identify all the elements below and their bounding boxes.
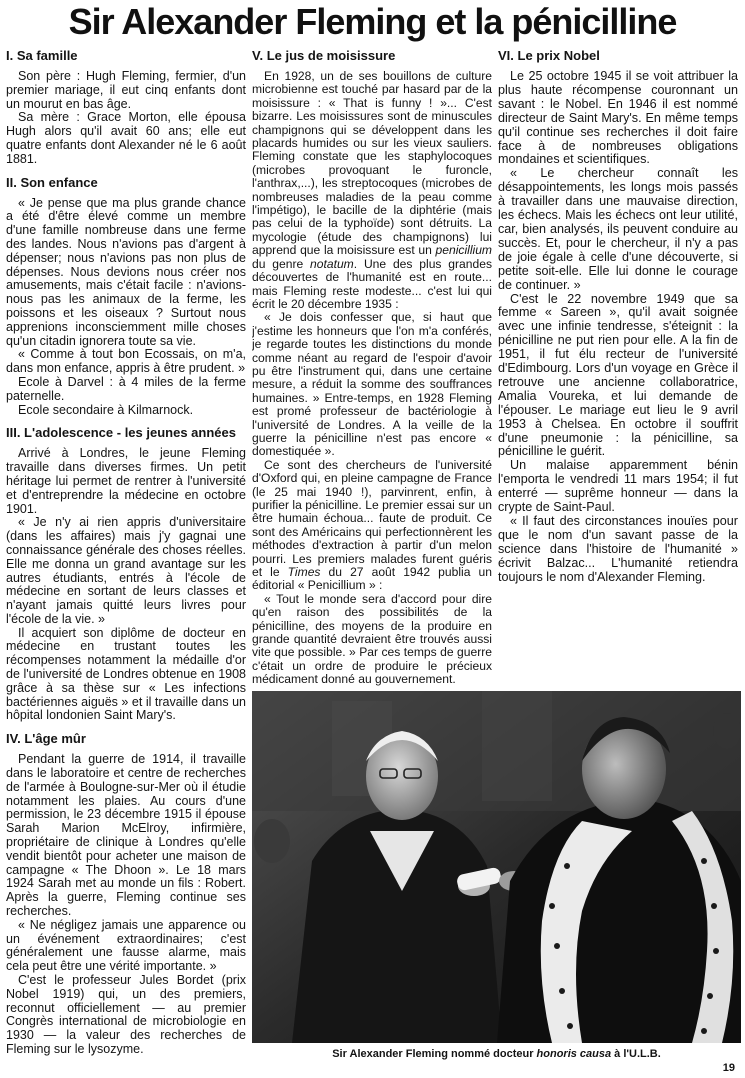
paragraph: « Le chercheur connaît les désappointements, les longs mois passés à travailler dans une mauvaise direction, les échecs. Mais les échecs ont leur utilité, car, bien analysés, ils peuvent conduire au succès. Et, pour le chercheur, il n'y a pas de joie égale à celle d'une découverte, si petite soit-elle. Elle lui donne le courage de continuer. » [498,166,738,292]
paragraph: Un malaise apparemment bénin l'emporta le vendredi 11 mars 1954; il fut enterré — suprême honneur — dans la crypte de Saint-Paul. [498,458,738,515]
italic-term: notatum [310,256,354,271]
text-column-2 [252,48,492,688]
section-heading-jus: V. Le jus de moisissure [252,48,396,63]
text-run: du 27 août 1942 publia un éditorial « Penicillium » : [252,565,492,593]
caption-italic: honoris causa [536,1048,612,1060]
ceremony-photo [252,691,741,1043]
section-heading-famille: I. Sa famille [6,48,78,63]
text-run: du genre [252,256,311,271]
paragraph: Ecole à Darvel : à 4 miles de la ferme paternelle. [6,374,246,403]
page-number: 19 [722,1062,735,1074]
text-column-3 [498,48,738,688]
paragraph: Il acquiert son diplôme de docteur en médecine en trustant toutes les récompenses notamment la médaille d'or de l'université de Londres obtenue en 1908 grâce à sa thèse sur « Les infections bactériennes aiguës » et il travaille dans un hôpital londonien Saint Mary's. [6,625,246,723]
paragraph: « Je n'y ai rien appris d'universitaire (dans les affaires) mais j'y gagnai une connaissance générale des choses réelles. Elle me donna un grand avantage sur les autres étudiants, entrés à l'école de médecine en sortant de leurs classes et n'ayant jamais quitté leurs livres pour l'école de la vie. » [6,515,246,626]
paragraph: Sa mère : Grace Morton, elle épousa Hugh alors qu'il avait 60 ans; elle eut quatre enfants dont Alexander né le 6 août 1881. [6,110,246,166]
caption-text: Sir Alexander Fleming nommé docteur [332,1048,537,1060]
italic-term: Times [287,565,321,580]
section-heading-adolescence: III. L'adolescence - les jeunes années [6,425,236,441]
paragraph: C'est le professeur Jules Bordet (prix Nobel 1919) qui, un des premiers, reconnut officiellement — au premier Congrès international de microbiologie en 1930 — la valeur des recherches de Fleming sur le lysozyme. [6,973,246,1056]
text-column-1 [6,48,246,1073]
paragraph: « Je pense que ma plus grande chance a été d'être élevé comme un membre d'une famille nombreuse dans une ferme des landes. Nous n'avions pas d'argent à dépenser; nous n'avions pas non plus de dépenses. Nous devions nous créer nos amusements, mais c'était facile : n'avions-nous pas les animaux de la ferme, les poissons et les oiseaux ? Surtout nous apprenions inconsciemment mille choses qu'un citadin ignorera toute sa vie. [6,195,246,348]
paragraph: Son père : Hugh Fleming, fermier, d'un premier mariage, il eut cinq enfants dont un mourut en bas âge. [6,69,246,111]
paragraph: « Comme à tout bon Ecossais, on m'a, dans mon enfance, appris à être prudent. » [6,347,246,376]
photo-illustration [252,691,741,1043]
paragraph [252,459,492,593]
section-heading-age-mur: IV. L'âge mûr [6,731,86,747]
paragraph: Arrivé à Londres, le jeune Fleming travaille dans diverses firmes. Un petit héritage lui permet de rentrer à l'université et d'entreprendre la médecine en octobre 1901. [6,446,246,516]
photo-caption [252,1046,741,1062]
paragraph: Pendant la guerre de 1914, il travaille dans le laboratoire et centre de recherches de l'armée à Boulogne-sur-Mer où il étudie notamment les plaies. Au cours d'une permission, le 23 décembre 1915 il épouse Sarah Marion McElroy, infirmière, propriétaire de clinique à Londres qu'elle vendit bientôt pour acheter une maison de campagne « The Dhoon ». Le 18 mars 1924 Sarah met au monde un fils : Robert. Après la guerre, Fleming continue ses recherches. [6,752,246,919]
text-run: Ce sont des chercheurs de l'université d'Oxford qui, en pleine campagne de France (le 25 mai 1940 !), parvinrent, enfin, à purifier la pénicilline. Le premier essai sur un être humain échoua... faute de produit. Ce sont des Américains qui perfectionnèrent les méthodes d'extraction à partir d'un melon pourri. Les premiers malades furent guéris et le [252,457,492,580]
text-run: En 1928, un de ses bouillons de culture microbienne est touché par hasard par de la moisissure : « That is funny ! »... C'est bizarre. Les moisissures sont de minuscules champignons qui se développent dans les placards humides ou sur les vieux sauliers. Fleming constate que les staphylocoques (microbes provoquant le furoncle, l'anthrax,...), les streptocoques (microbes de nombreuses maladies de la peau comme l'impétigo), le bacille de la diphtérie (mais pas celui de la typhoïde) sont détruits. La mycologie (étude des champignons) lui apprend que la moisissure est un [252,69,492,258]
section-heading-enfance: II. Son enfance [6,174,98,190]
italic-term: penicillium [435,243,492,258]
paragraph: « Tout le monde sera d'accord pour dire qu'en raison des possibilités de la pénicilline, des moyens de la produire en grande quantité devraient être trouvés aussi vite que possible. » Par ces temps de guerre c'était un ordre de produire le précieux médicament donné au gouvernement. [252,591,492,687]
paragraph: C'est le 22 novembre 1949 que sa femme « Sareen », qu'il avait soignée avec une infinie tendresse, s'éteignit : la pénicilline ne put rien pour elle. A la fin de 1951, il fut élu recteur de l'université d'Edimbourg. Lors d'un voyage en Grèce il retrouve une ancienne collaboratrice, Amalia Voureka, et lui demande de l'épouser. Le mariage eut lieu le 9 avril 1953 à Chelsea. En octobre il souffrit d'une pneumonie : la pénicilline, sa pénicilline le guérit. [498,291,738,459]
paragraph: Le 25 octobre 1945 il se voit attribuer la plus haute récompense couronnant un savant : le Nobel. En 1946 il est nommé directeur de Saint Mary's. En même temps qu'il continue ses recherches il doit faire face à de nombreuses obligations mondaines et scientifiques. [498,69,738,167]
paragraph: « Il faut des circonstances inouïes pour que le nom d'un savant passe de la science dans l'histoire de l'humanité » écrivit Balzac... L'humanité retiendra toujours le nom d'Alexander Fleming. [498,514,738,584]
paragraph: « Ne négligez jamais une apparence ou un événement extraordinaires; c'est généralement une fausse alarme, mais cela peut être une vérité importante. » [6,917,246,974]
paragraph [252,70,492,311]
article-title: Sir Alexander Fleming et la pénicilline [68,1,677,42]
text-run: . Une des plus grandes découvertes de l'humanité est en route... mais Fleming reste modeste... c'est lui qui écrit le 20 décembre 1935 : [252,256,492,311]
paragraph: Ecole secondaire à Kilmarnock. [18,402,194,417]
paragraph: « Je dois confesser que, si haut que j'estime les honneurs que l'on m'a conférés, je regarde toutes les distinctions du monde comme néant au regard de l'espoir d'avoir pu être l'instrument qui, dans une certaine mesure, a réduit la somme des souffrances humaines. » Entre-temps, en 1928 Fleming est promé professeur de bactériologie à l'université de Londres. A la veille de la guerre la pénicilline n'est pas encore « domestiquée ». [252,310,492,459]
section-heading-nobel: VI. Le prix Nobel [498,48,600,63]
caption-text: à l'U.L.B. [611,1048,661,1060]
